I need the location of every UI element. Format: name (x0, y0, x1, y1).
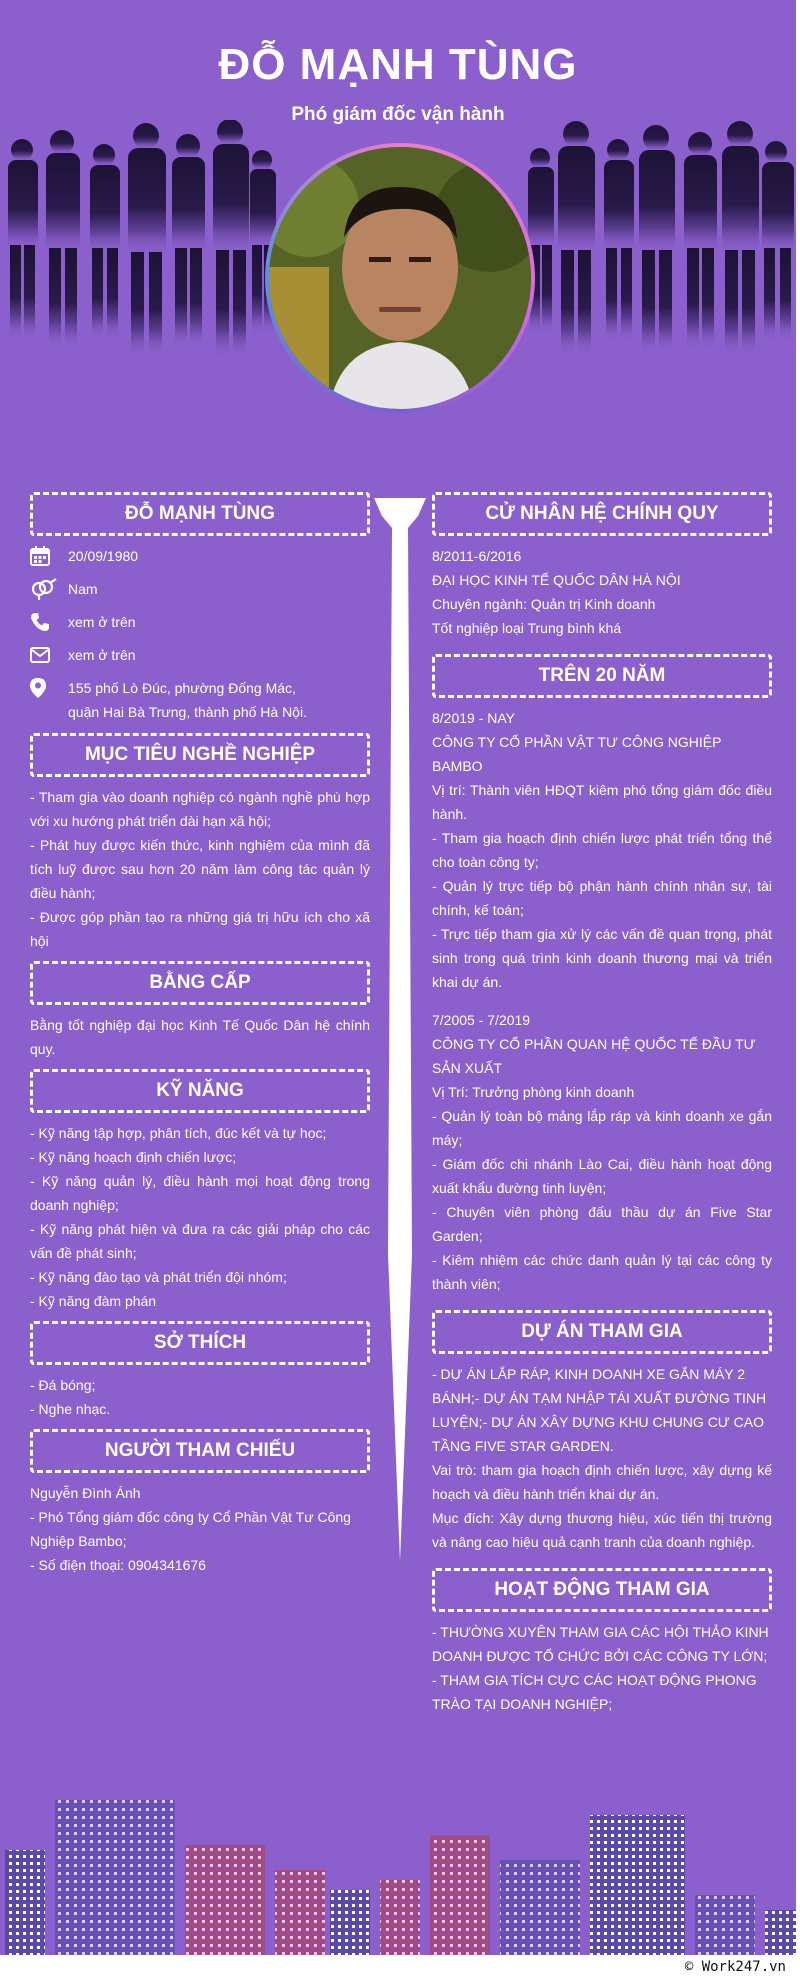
degree-heading: BẰNG CẤP (30, 961, 370, 1005)
phone-icon (30, 610, 68, 634)
watermark-text: © Work247.vn (684, 1959, 786, 1975)
map-pin-icon (30, 676, 68, 700)
reference-item: - Số điện thoại: 0904341676 (30, 1557, 206, 1573)
reference-name: Nguyễn Đình Ánh (30, 1485, 141, 1501)
gender-value: Nam (68, 581, 98, 597)
phone-row (30, 610, 370, 634)
projects-goal: Mục đích: Xây dựng thương hiệu, xúc tiến thị trường và nâng cao hiệu quả cạnh tranh của doanh nghiệp. (432, 1510, 772, 1550)
education-grade: Tốt nghiệp loại Trung bình khá (432, 620, 622, 636)
profile-photo-frame (265, 143, 535, 413)
education-heading: CỬ NHÂN HỆ CHÍNH QUY (432, 492, 772, 536)
job-duty: - Chuyên viên phòng đấu thầu dự án Five Star Garden; (432, 1204, 772, 1244)
reference-item: - Phó Tổng giám đốc công ty Cổ Phần Vật Tư Công Nghiệp Bambo; (30, 1509, 351, 1549)
objective-item: - Được góp phần tạo ra những giá trị hữu ích cho xã hội (30, 909, 370, 949)
phone-value: xem ở trên (68, 614, 136, 630)
objective-item: - Tham gia vào doanh nghiệp có ngành nghề phù hợp với xu hướng phát triển dài hạn xã hội; (30, 789, 370, 829)
footer-bar (0, 1955, 800, 1979)
skills-heading: KỸ NĂNG (30, 1069, 370, 1113)
job-duty: - Quản lý trực tiếp bộ phận hành chính nhân sự, tài chính, kế toán; (432, 878, 772, 918)
job-company: CÔNG TY CỔ PHẦN VẬT TƯ CÔNG NGHIỆP BAMBO (432, 734, 722, 774)
profile-heading: ĐỖ MẠNH TÙNG (30, 492, 370, 536)
job-duty: - Quản lý toàn bộ mảng lắp ráp và kinh doanh xe gắn máy; (432, 1108, 772, 1148)
projects-list: - DỰ ÁN LẮP RÁP, KINH DOANH XE GẮN MÁY 2 BÁNH;- DỰ ÁN TẠM NHẬP TÁI XUẤT ĐƯỜNG TINH LUYỆN;- DỰ ÁN XÂY DỰNG KHU CHUNG CƯ CAO TẦNG FIVE STAR GARDEN. (432, 1366, 767, 1454)
job-position: Vị Trí: Trưởng phòng kinh doanh (432, 1084, 635, 1100)
envelope-icon (30, 643, 68, 667)
hobby-item: - Đá bóng; (30, 1377, 96, 1393)
hobbies-heading: SỞ THÍCH (30, 1321, 370, 1365)
experience-heading: TRÊN 20 NĂM (432, 654, 772, 698)
job-period: 7/2005 - 7/2019 (432, 1012, 531, 1028)
birthdate-value: 20/09/1980 (68, 548, 139, 564)
job-duty: - Kiêm nhiệm các chức danh quản lý tại các công ty thành viên; (432, 1252, 772, 1292)
activity-item: - THAM GIA TÍCH CỰC CÁC HOẠT ĐỘNG PHONG TRÀO TẠI DOANH NGHIỆP; (432, 1672, 757, 1712)
address-line-2: quận Hai Bà Trưng, thành phố Hà Nội. (68, 704, 307, 720)
education-major: Chuyên ngành: Quản trị Kinh doanh (432, 596, 656, 612)
right-column (432, 492, 772, 1716)
address-line-1: 155 phố Lò Đúc, phường Đống Mác, (68, 680, 296, 696)
profile-photo (269, 147, 531, 409)
birthdate-row (30, 544, 370, 568)
tie-divider (372, 494, 428, 1564)
education-period: 8/2011-6/2016 (432, 548, 522, 564)
page-right-border (796, 0, 800, 1979)
gender-icon (30, 577, 68, 601)
activity-item: - THƯỜNG XUYÊN THAM GIA CÁC HỘI THẢO KINH DOANH ĐƯỢC TỔ CHỨC BỞI CÁC CÔNG TY LỚN; (432, 1624, 769, 1664)
skill-item: - Kỹ năng hoạch định chiến lược; (30, 1149, 237, 1165)
degree-text: Bằng tốt nghiệp đại học Kinh Tế Quốc Dân hệ chính quy. (30, 1017, 370, 1057)
skill-item: - Kỹ năng quản lý, điều hành mọi hoạt động trong doanh nghiệp; (30, 1173, 370, 1213)
activities-heading: HOẠT ĐỘNG THAM GIA (432, 1568, 772, 1612)
gender-row (30, 577, 370, 601)
job-position: Vị trí: Thành viên HĐQT kiêm phó tổng giám đốc điều hành. (432, 782, 772, 822)
calendar-icon (30, 544, 68, 568)
skill-item: - Kỹ năng đào tạo và phát triển đội nhóm; (30, 1269, 287, 1285)
projects-heading: DỰ ÁN THAM GIA (432, 1310, 772, 1354)
objective-heading: MỤC TIÊU NGHỀ NGHIỆP (30, 733, 370, 777)
skill-item: - Kỹ năng tập hợp, phân tích, đúc kết và tự học; (30, 1125, 327, 1141)
skill-item: - Kỹ năng phát hiện và đưa ra các giải pháp cho các vấn đề phát sinh; (30, 1221, 370, 1261)
job-title: Phó giám đốc vận hành (291, 104, 505, 125)
job-duty: - Giám đốc chi nhánh Lào Cai, điều hành hoạt động xuất khẩu đường tinh luyện; (432, 1156, 772, 1196)
skill-item: - Kỹ năng đàm phán (30, 1293, 157, 1309)
email-row (30, 643, 370, 667)
portrait-illustration (269, 147, 531, 409)
references-heading: NGƯỜI THAM CHIẾU (30, 1429, 370, 1473)
projects-role: Vai trò: tham gia hoạch định chiến lược, xây dựng kế hoạch và điều hành triển khai dự án. (432, 1462, 772, 1502)
email-value: xem ở trên (68, 647, 136, 663)
job-duty: - Tham gia hoạch định chiến lược phát triển tổng thể cho toàn công ty; (432, 830, 772, 870)
hobby-item: - Nghe nhạc. (30, 1401, 111, 1417)
job-duty: - Trực tiếp tham gia xử lý các vấn đề quan trọng, phát sinh trong quá trình kinh doanh thương mại và triển khai dự án. (432, 926, 772, 990)
address-row (30, 676, 370, 724)
education-school: ĐẠI HỌC KINH TẾ QUỐC DÂN HÀ NỘI (432, 572, 681, 588)
job-company: CÔNG TY CỔ PHẦN QUAN HỆ QUỐC TẾ ĐẦU TƯ SẢN XUẤT (432, 1036, 756, 1076)
left-column (30, 492, 370, 1577)
city-skyline-decoration (0, 1790, 796, 1955)
candidate-name: ĐỖ MẠNH TÙNG (218, 40, 578, 89)
address-value (68, 676, 307, 724)
objective-item: - Phát huy được kiến thức, kinh nghiệm của mình đã tích luỹ được sau hơn 20 năm làm công tác quản lý điều hành; (30, 837, 370, 901)
job-period: 8/2019 - NAY (432, 710, 516, 726)
